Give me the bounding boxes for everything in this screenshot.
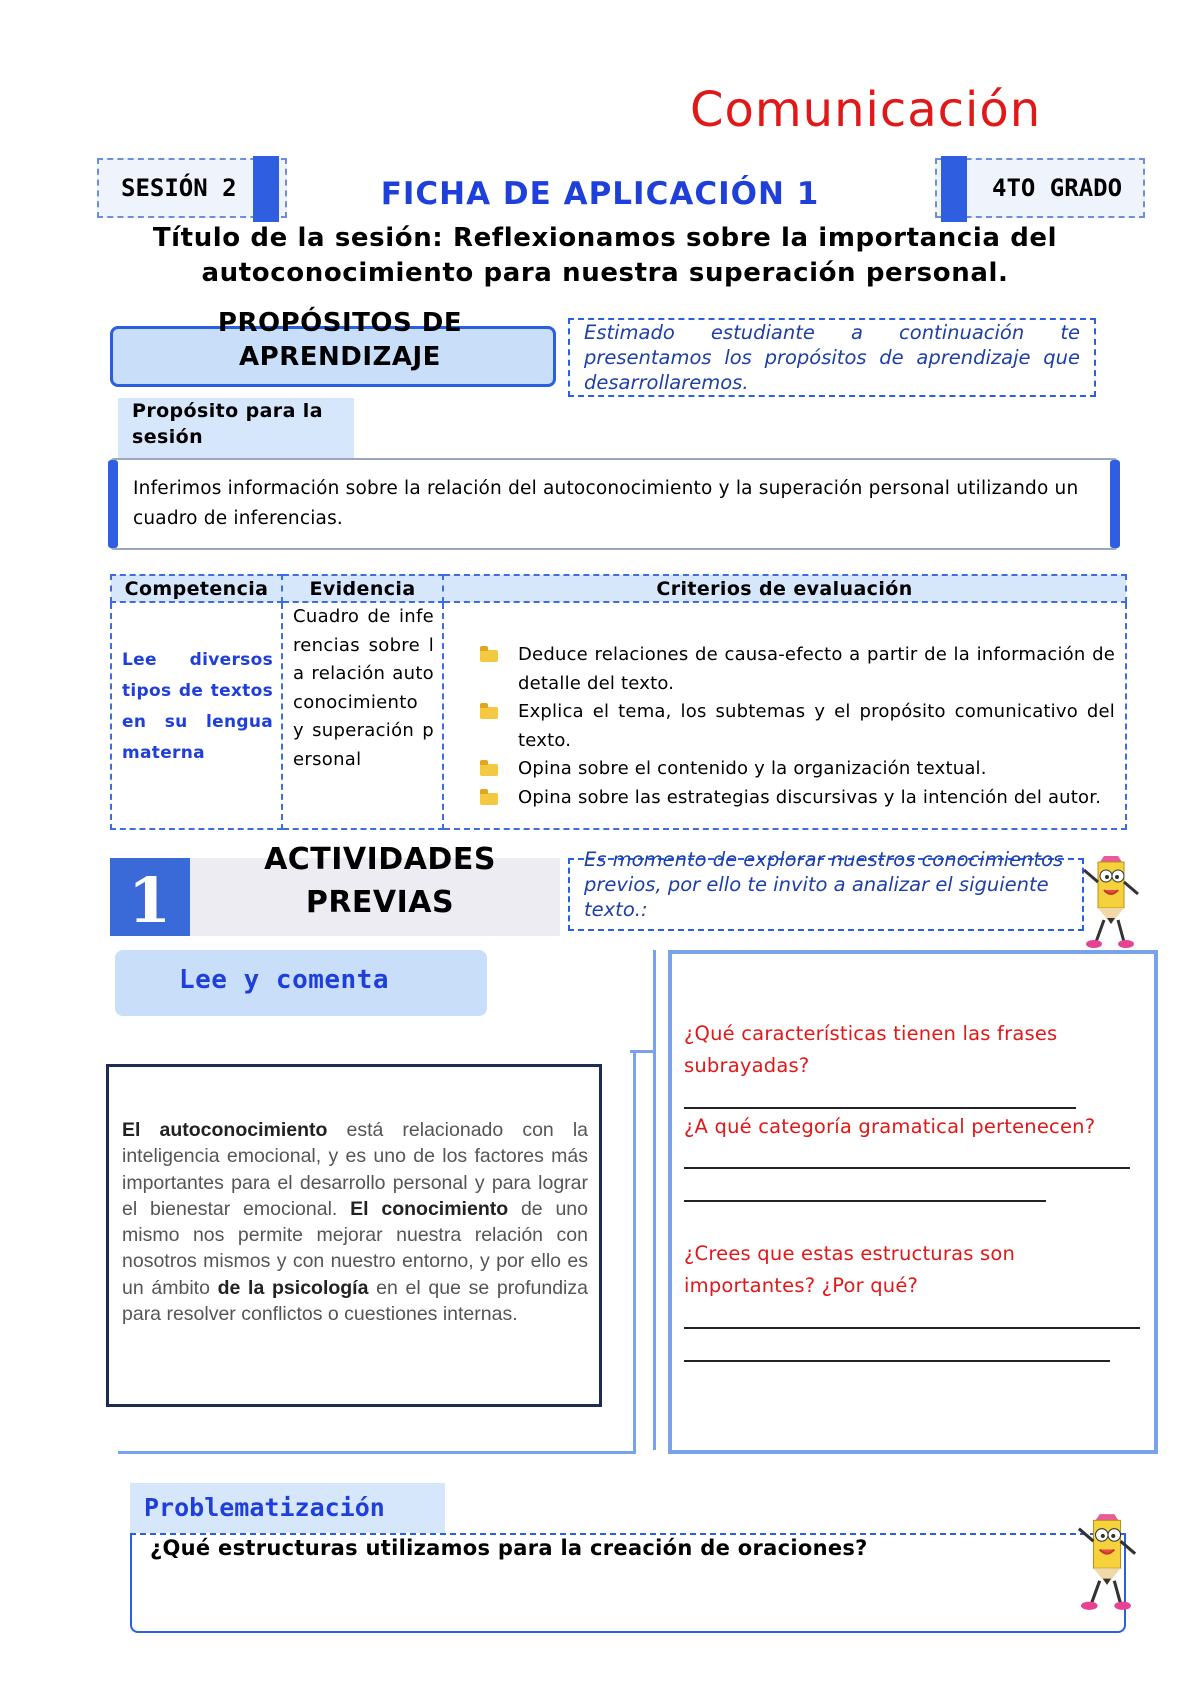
session-purpose-tab — [118, 398, 354, 460]
criteria-text: Deduce relaciones de causa-efecto a partir de la información de detalle del texto. — [518, 644, 1115, 694]
read-and-comment-label: Lee y comenta — [179, 965, 389, 995]
answer-line[interactable] — [684, 1107, 1076, 1109]
question-2: ¿A qué categoría gramatical pertenecen? — [684, 1115, 1096, 1138]
question-1: ¿Qué características tienen las frases subrayadas? — [684, 1022, 1058, 1077]
problem-label: Problematización — [144, 1493, 385, 1522]
folder-icon — [480, 793, 498, 805]
answer-line[interactable] — [684, 1167, 1130, 1169]
competence-cell — [111, 602, 282, 829]
table-header-criteria: Criterios de evaluación — [443, 575, 1126, 602]
grade-label: 4TO GRADO — [992, 174, 1123, 202]
activities-intro: Es momento de explorar nuestros conocimientos previos, por ello te invito a analizar el siguiente texto.: — [584, 848, 1064, 921]
criteria-item — [480, 698, 1115, 755]
folder-icon — [480, 650, 498, 662]
session-purpose-label: Propósito para la sesión — [132, 400, 323, 448]
reading-text-segment: está relacionado con la inteligencia emocional, y es uno de los factores más importantes para el desarrollo personal y para lograr el bienestar emocional. — [122, 1119, 589, 1220]
session-badge — [97, 158, 287, 218]
reading-text-segment: de la psicología — [217, 1276, 369, 1299]
problem-question: ¿Qué estructuras utilizamos para la creación de oraciones? — [150, 1536, 868, 1560]
purposes-heading: PROPÓSITOS DE APRENDIZAJE — [217, 308, 463, 372]
criteria-item — [480, 641, 1115, 698]
badge-accent-bar — [253, 156, 279, 222]
reading-text-segment: en el que se profundiza para resolver conflictos o cuestiones internas. — [122, 1276, 588, 1326]
competence-text: Lee diversos tipos de textos en su lengua materna — [122, 650, 273, 763]
evaluation-table — [110, 574, 1127, 830]
session-label: SESIÓN 2 — [121, 174, 237, 202]
question-3: ¿Crees que estas estructuras son importantes? ¿Por qué? — [684, 1242, 1016, 1297]
session-title: Título de la sesión: Reflexionamos sobre la importancia del autoconocimiento para nuestra superación personal. — [152, 223, 1058, 288]
folder-icon — [480, 764, 498, 776]
activities-heading: ACTIVIDADES PREVIAS — [264, 842, 496, 920]
pencil-mascot-icon — [1074, 1512, 1140, 1612]
read-and-comment-tab — [115, 950, 487, 1016]
purposes-intro: Estimado estudiante a continuación te presentamos los propósitos de aprendizaje que desarrollaremos. — [584, 321, 1080, 394]
subject-title: Comunicación — [690, 82, 1042, 138]
reading-text-segment: El autoconocimiento — [122, 1119, 328, 1141]
table-header-competence: Competencia — [111, 575, 282, 602]
reading-text — [122, 1117, 588, 1327]
purpose-left-bar — [108, 460, 118, 548]
criteria-text: Opina sobre las estrategias discursivas y la intención del autor. — [518, 786, 1102, 808]
evidence-text: Cuadro de inferencias sobre la relación autoconocimiento y superación personal — [293, 606, 434, 770]
table-header-evidence: Evidencia — [282, 575, 443, 602]
activity-number-badge — [110, 858, 190, 936]
activity-number: 1 — [128, 864, 172, 937]
purpose-right-bar — [1110, 460, 1120, 548]
criteria-list — [480, 641, 1115, 812]
frame-connector — [630, 1050, 656, 1053]
criteria-cell — [443, 602, 1126, 829]
problem-tab — [130, 1483, 445, 1533]
reading-text-segment: El conocimiento — [350, 1197, 509, 1220]
session-purpose-text: Inferimos información sobre la relación del autoconocimiento y la superación personal utilizando un cuadro de inferencias. — [133, 478, 1079, 529]
reading-text-segment: de uno mismo nos permite mejorar nuestra relación con nosotros mismos y con nuestro entorno, y por ello es un ámbito — [122, 1197, 588, 1299]
frame-divider — [653, 950, 656, 1450]
answer-line[interactable] — [684, 1327, 1140, 1329]
criteria-item — [480, 755, 1115, 784]
badge-accent-bar — [941, 156, 967, 222]
answer-line[interactable] — [684, 1200, 1046, 1202]
pencil-mascot-icon — [1080, 854, 1142, 950]
criteria-item — [480, 784, 1115, 813]
sheet-title: FICHA DE APLICACIÓN 1 — [380, 176, 820, 212]
folder-icon — [480, 707, 498, 719]
criteria-text: Explica el tema, los subtemas y el propósito comunicativo del texto. — [518, 701, 1115, 751]
answer-line[interactable] — [684, 1360, 1110, 1362]
criteria-text: Opina sobre el contenido y la organización textual. — [518, 758, 987, 779]
grade-badge — [935, 158, 1145, 218]
evidence-cell — [282, 602, 443, 829]
